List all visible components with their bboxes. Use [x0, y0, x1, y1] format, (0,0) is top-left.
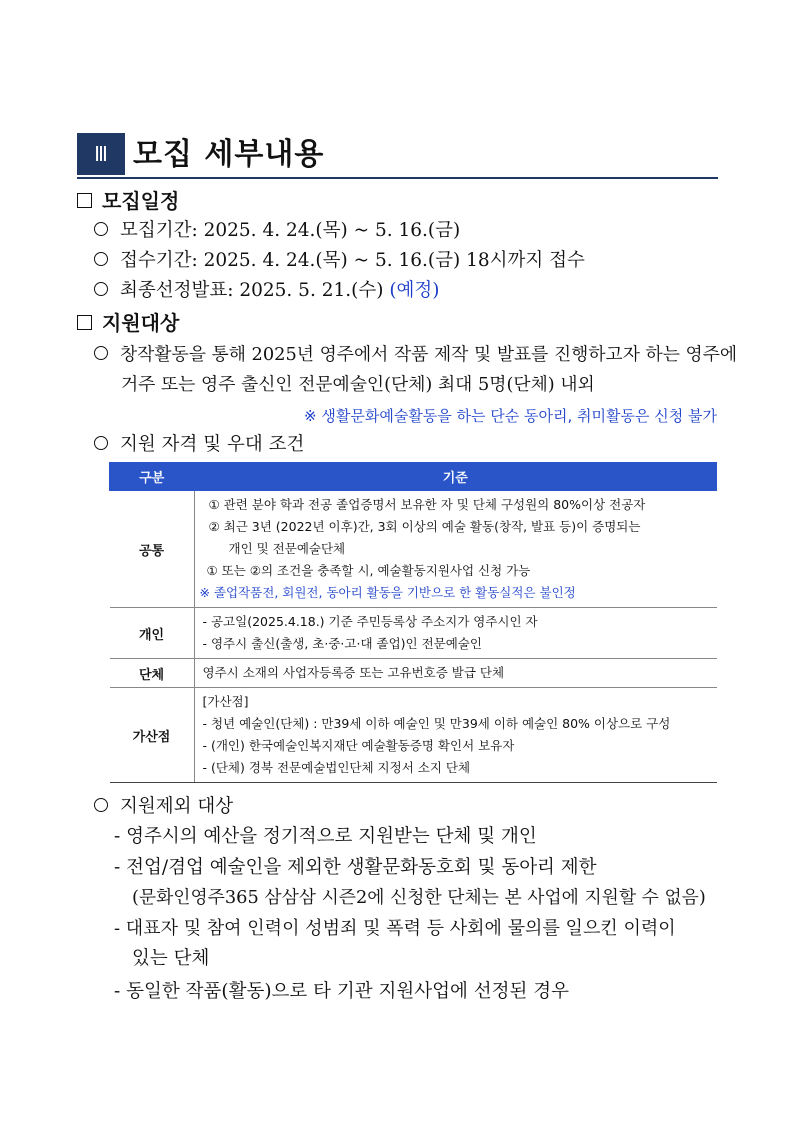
- schedule-item: 모집기간: 2025. 4. 24.(목) ~ 5. 16.(금): [94, 218, 460, 244]
- eligibility-heading: [77, 310, 179, 336]
- table-row: [110, 659, 717, 688]
- disclaimer-note: ※ 졸업작품전, 회원전, 동아리 활동을 기반으로 한 활동실적은 불인정: [199, 585, 576, 600]
- exclusion-item: - 동일한 작품(활동)으로 타 기관 지원사업에 선정된 경우: [114, 981, 570, 1002]
- eligibility-note: ※ 생활문화예술활동을 하는 단순 동아리, 취미활동은 신청 불가: [304, 407, 717, 425]
- circle-bullet-icon: [94, 282, 108, 296]
- table-header-row: [110, 463, 717, 491]
- column-header-category: 구분: [110, 463, 195, 491]
- exclusion-item: - 대표자 및 참여 인력이 성범죄 및 폭력 등 사회에 물의를 일으킨 이력이: [114, 918, 676, 939]
- row-category: 공통: [110, 491, 195, 608]
- criteria-table: [109, 462, 717, 783]
- eligibility-desc: 창작활동을 통해 2025년 영주에서 작품 제작 및 발표를 진행하고자 하는 영주에: [94, 342, 737, 368]
- row-category: 단체: [110, 659, 195, 688]
- row-criteria: - 공고일(2025.4.18.) 기준 주민등록상 주소지가 영주시인 자 - 영주시 출신(출생, 초·중·고·대 졸업)인 전문예술인: [194, 608, 717, 659]
- tentative-note: (예정): [389, 280, 440, 301]
- circle-bullet-icon: [94, 252, 108, 266]
- circle-bullet-icon: [94, 346, 108, 360]
- circle-bullet-icon: [94, 798, 108, 812]
- section-header: [77, 133, 718, 179]
- row-criteria: ① 관련 분야 학과 전공 졸업증명서 보유한 자 및 단체 구성원의 80%이상 전공자 ② 최근 3년 (2022년 이후)간, 3회 이상의 예술 활동(창작, 발표 등)이 증명되는 개인 및 전문예술단체 ① 또는 ②의 조건을 충족할 시, 예술활동지원사업 신청 가능 ※ 졸업작품전, 회원전, 동아리 활동을 기반으로 한 활동실적은 불인정: [194, 491, 717, 608]
- table-row: [110, 688, 717, 783]
- table-row: [110, 491, 717, 608]
- checkbox-square-icon: [77, 315, 92, 330]
- exclusion-item: - 전업/겸업 예술인을 제외한 생활문화동호회 및 동아리 제한: [114, 857, 597, 878]
- exclusion-item: - 영주시의 예산을 정기적으로 지원받는 단체 및 개인: [114, 826, 537, 847]
- column-header-criteria: 기준: [194, 463, 717, 491]
- eligibility-desc-cont: 거주 또는 영주 출신인 전문예술인(단체) 최대 5명(단체) 내외: [121, 374, 595, 395]
- circle-bullet-icon: [94, 222, 108, 236]
- row-criteria: [가산점] - 청년 예술인(단체) : 만39세 이하 예술인 및 만39세 이하 예술인 80% 이상으로 구성 - (개인) 한국예술인복지재단 예술활동증명 확인서 보유자 - (단체) 경북 전문예술법인단체 지정서 소지 단체: [194, 688, 717, 783]
- schedule-item: 접수기간: 2025. 4. 24.(목) ~ 5. 16.(금) 18시까지 접수: [94, 248, 585, 274]
- exclusion-item-cont: 있는 단체: [132, 948, 210, 969]
- row-category: 개인: [110, 608, 195, 659]
- checkbox-square-icon: [77, 193, 92, 208]
- section-title: 모집 세부내용: [133, 137, 325, 172]
- eligibility-heading-text: 지원대상: [102, 311, 180, 335]
- table-row: [110, 608, 717, 659]
- circle-bullet-icon: [94, 436, 108, 450]
- schedule-heading-text: 모집일정: [102, 189, 180, 213]
- row-criteria: 영주시 소재의 사업자등록증 또는 고유번호증 발급 단체: [194, 659, 717, 688]
- schedule-item: 최종선정발표: 2025. 5. 21.(수) (예정): [94, 278, 440, 304]
- section-number: Ⅲ: [77, 133, 125, 175]
- schedule-heading: [77, 188, 179, 214]
- exclusions-heading: 지원제외 대상: [94, 794, 233, 820]
- conditions-heading: 지원 자격 및 우대 조건: [94, 432, 304, 458]
- exclusion-item-cont: (문화인영주365 삼삼삼 시즌2에 신청한 단체는 본 사업에 지원할 수 없음): [132, 887, 706, 908]
- row-category: 가산점: [110, 688, 195, 783]
